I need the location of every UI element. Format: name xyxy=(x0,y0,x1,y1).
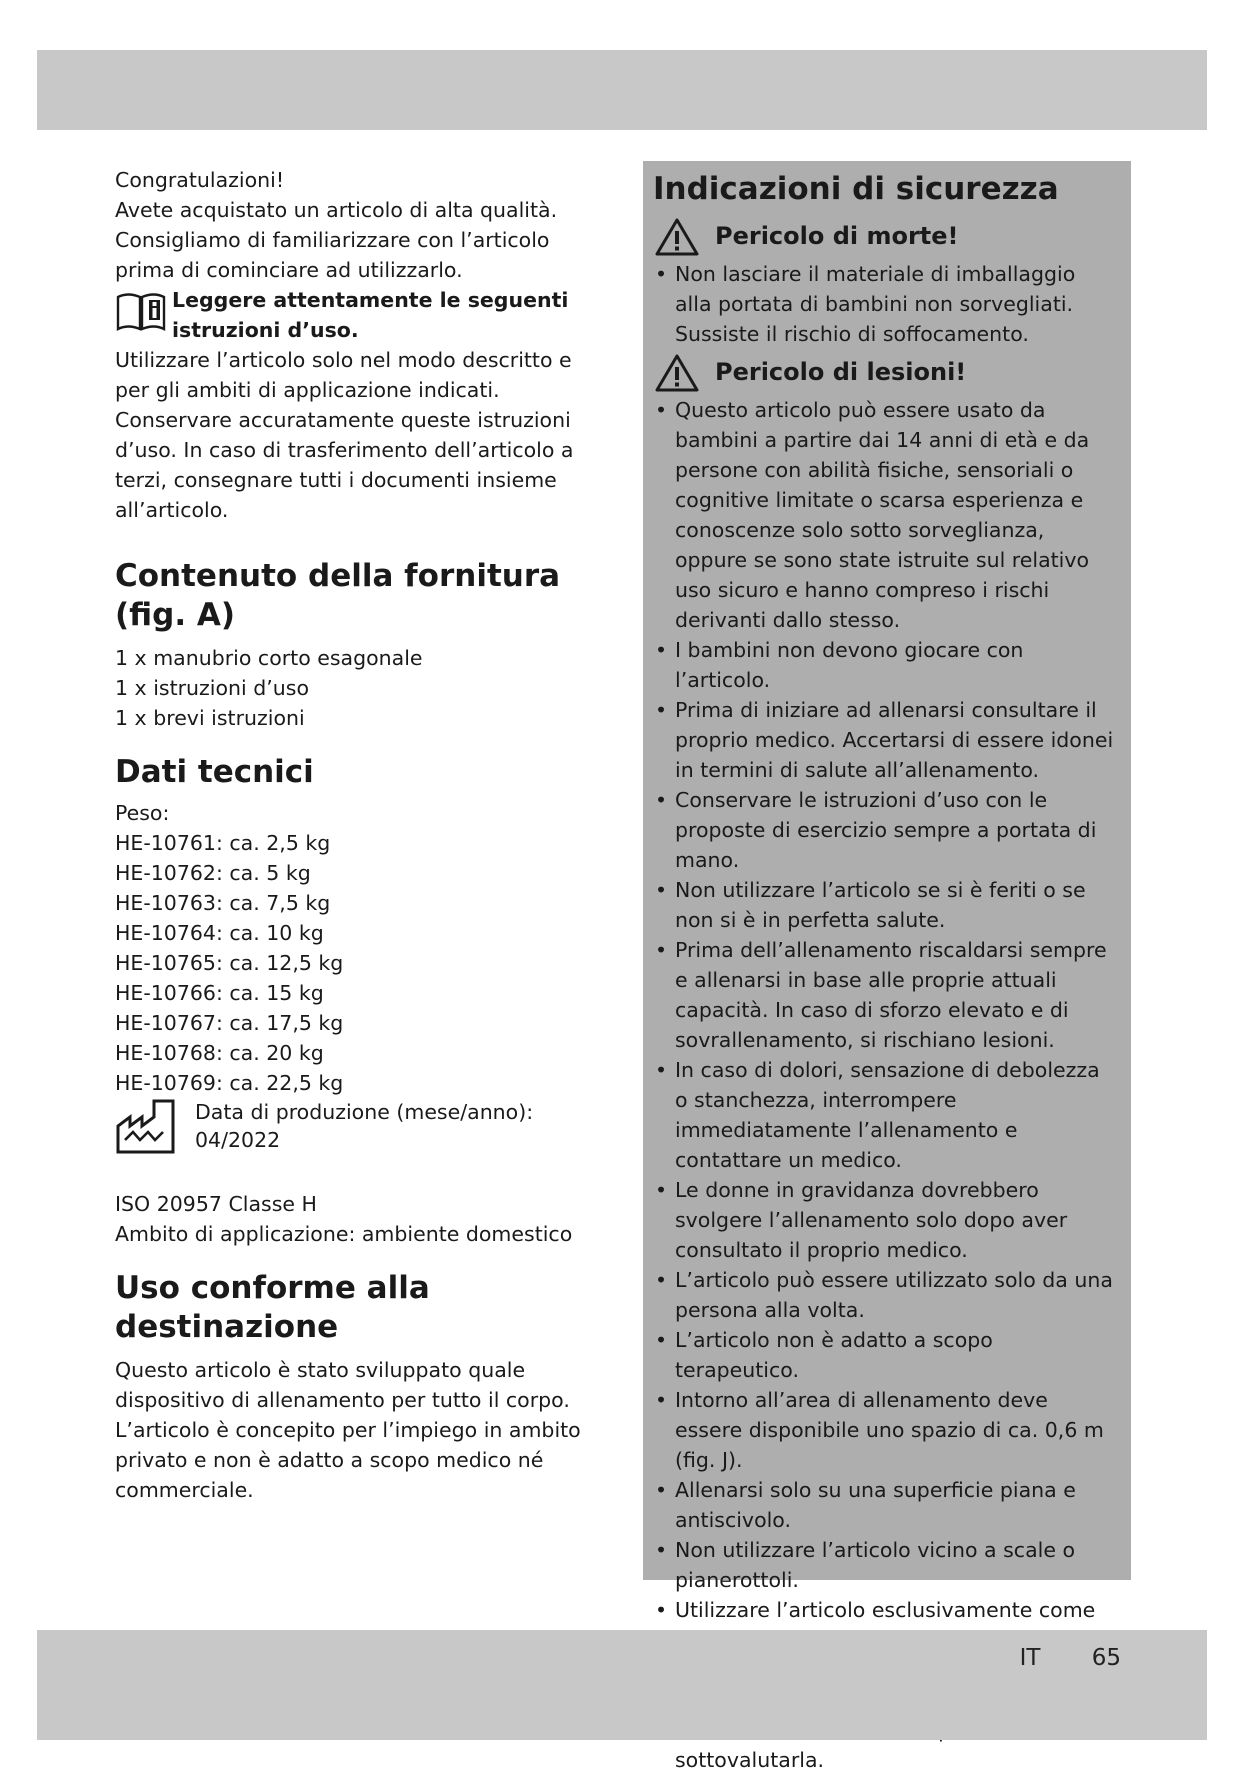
safety-item: • Non utilizzare l’articolo se si è feriti o se non si è in perfetta salute. xyxy=(653,875,1117,935)
safety-item: • Intorno all’area di allenamento deve essere disponibile uno spazio di ca. 0,6 m (fig. J). xyxy=(653,1385,1117,1475)
safety-heading: Indicazioni di sicurezza xyxy=(653,171,1059,207)
safety-item: • sottovalutarla. xyxy=(653,1685,1117,1775)
spec-row: HE-10769: ca. 22,5 kg xyxy=(115,1071,344,1095)
intro-text: Avete acquistato un articolo di alta qualità. Consigliamo di familiarizzare con l’articolo prima di cominciare ad utilizzarlo. xyxy=(115,198,558,282)
safety-item: • I bambini non devono giocare con l’articolo. xyxy=(653,635,1117,695)
contents-item: 1 x brevi istruzioni xyxy=(115,706,305,730)
death-danger-heading xyxy=(653,221,1117,251)
safety-item: • Le donne in gravidanza dovrebbero svolgere l’allenamento solo dopo aver consultato il proprio medico. xyxy=(653,1175,1117,1265)
death-danger-label: Pericolo di morte! xyxy=(715,222,959,250)
spec-row: HE-10761: ca. 2,5 kg xyxy=(115,831,331,855)
contents-item: 1 x manubrio corto esagonale xyxy=(115,646,423,670)
spec-row: HE-10764: ca. 10 kg xyxy=(115,921,324,945)
spec-row: HE-10767: ca. 17,5 kg xyxy=(115,1011,344,1035)
tech-heading: Dati tecnici xyxy=(115,754,314,790)
safety-item: • Prima di iniziare ad allenarsi consultare il proprio medico. Accertarsi di essere idonei in termini di salute all’allenamento. xyxy=(653,695,1117,785)
safety-item: • Non lasciare il materiale di imballaggio alla portata di bambini non sorvegliati. Sussiste il rischio di soffocamento. xyxy=(653,259,1117,349)
header-band xyxy=(37,50,1207,130)
notice-body: Utilizzare l’articolo solo nel modo descritto e per gli ambiti di applicazione indicati. Conservare accuratamente queste istruzioni d’uso. In caso di trasferimento dell’articolo a terzi, consegnare tutti i documenti insieme all’articolo. xyxy=(115,348,574,522)
injury-danger-heading xyxy=(653,357,1117,387)
safety-item: • L’articolo può essere utilizzato solo da una persona alla volta. xyxy=(653,1265,1117,1325)
spec-row: HE-10768: ca. 20 kg xyxy=(115,1041,324,1065)
application-scope: Ambito di applicazione: ambiente domestico xyxy=(115,1222,573,1246)
warning-triangle-icon xyxy=(655,353,699,393)
production-label: Data di produzione (mese/anno): xyxy=(195,1100,534,1124)
spec-row: HE-10765: ca. 12,5 kg xyxy=(115,951,344,975)
read-instructions-notice xyxy=(115,285,595,345)
spec-row: HE-10766: ca. 15 kg xyxy=(115,981,324,1005)
contents-heading: Contenuto della fornitura (fig. A) xyxy=(115,558,561,633)
injury-danger-list xyxy=(653,395,1117,1775)
page-number: 65 xyxy=(1091,1645,1121,1671)
page-footer xyxy=(1020,1645,1121,1671)
safety-item: • Non utilizzare l’articolo vicino a scale o pianerottoli. xyxy=(653,1535,1117,1595)
spec-row: HE-10762: ca. 5 kg xyxy=(115,861,311,885)
safety-item: • Utilizzare l’articolo esclusivamente come xyxy=(653,1595,1117,1685)
safety-item: • Prima dell’allenamento riscaldarsi sempre e allenarsi in base alle proprie attuali capacità. In caso di sforzo elevato e di sovrallenamento, si rischiano lesioni. xyxy=(653,935,1117,1055)
spec-row: HE-10763: ca. 7,5 kg xyxy=(115,891,331,915)
manufacture-date-icon xyxy=(115,1096,177,1154)
production-date: 04/2022 xyxy=(195,1128,281,1152)
contents-item: 1 x istruzioni d’uso xyxy=(115,676,309,700)
safety-item: • L’articolo non è adatto a scopo terapeutico. xyxy=(653,1325,1117,1385)
left-column xyxy=(115,165,595,1505)
iso-standard: ISO 20957 Classe H xyxy=(115,1192,317,1216)
intro-greeting: Congratulazioni! xyxy=(115,168,285,192)
safety-item: • Questo articolo può essere usato da bambini a partire dai 14 anni di età e da persone con abilità fisiche, sensoriali o cognitive limitate o scarsa esperienza e conoscenze solo sotto sorveglianza, oppure se sono state istruite sul relativo uso sicuro e hanno compreso i rischi derivanti dallo stesso. xyxy=(653,395,1117,635)
intended-use-heading: Uso conforme alla destinazione xyxy=(115,1270,430,1345)
warning-triangle-icon xyxy=(655,217,699,257)
safety-item: • In caso di dolori, sensazione di debolezza o stanchezza, interrompere immediatamente l’allenamento e contattare un medico. xyxy=(653,1055,1117,1175)
manual-info-icon xyxy=(115,291,167,331)
intended-use-body: Questo articolo è stato sviluppato quale dispositivo di allenamento per tutto il corpo. L’articolo è concepito per l’impiego in ambito privato e non è adatto a scopo medico né commerciale. xyxy=(115,1358,581,1502)
injury-danger-label: Pericolo di lesioni! xyxy=(715,358,967,386)
safety-item: • Conservare le istruzioni d’uso con le proposte di esercizio sempre a portata di mano. xyxy=(653,785,1117,875)
notice-text: Leggere attentamente le seguenti istruzioni d’uso. xyxy=(172,288,569,342)
language-code: IT xyxy=(1019,1645,1041,1671)
weight-label: Peso: xyxy=(115,801,170,825)
production-date-block xyxy=(115,1098,595,1154)
safety-item: • Allenarsi solo su una superficie piana e antiscivolo. xyxy=(653,1475,1117,1535)
death-danger-list xyxy=(653,259,1117,349)
